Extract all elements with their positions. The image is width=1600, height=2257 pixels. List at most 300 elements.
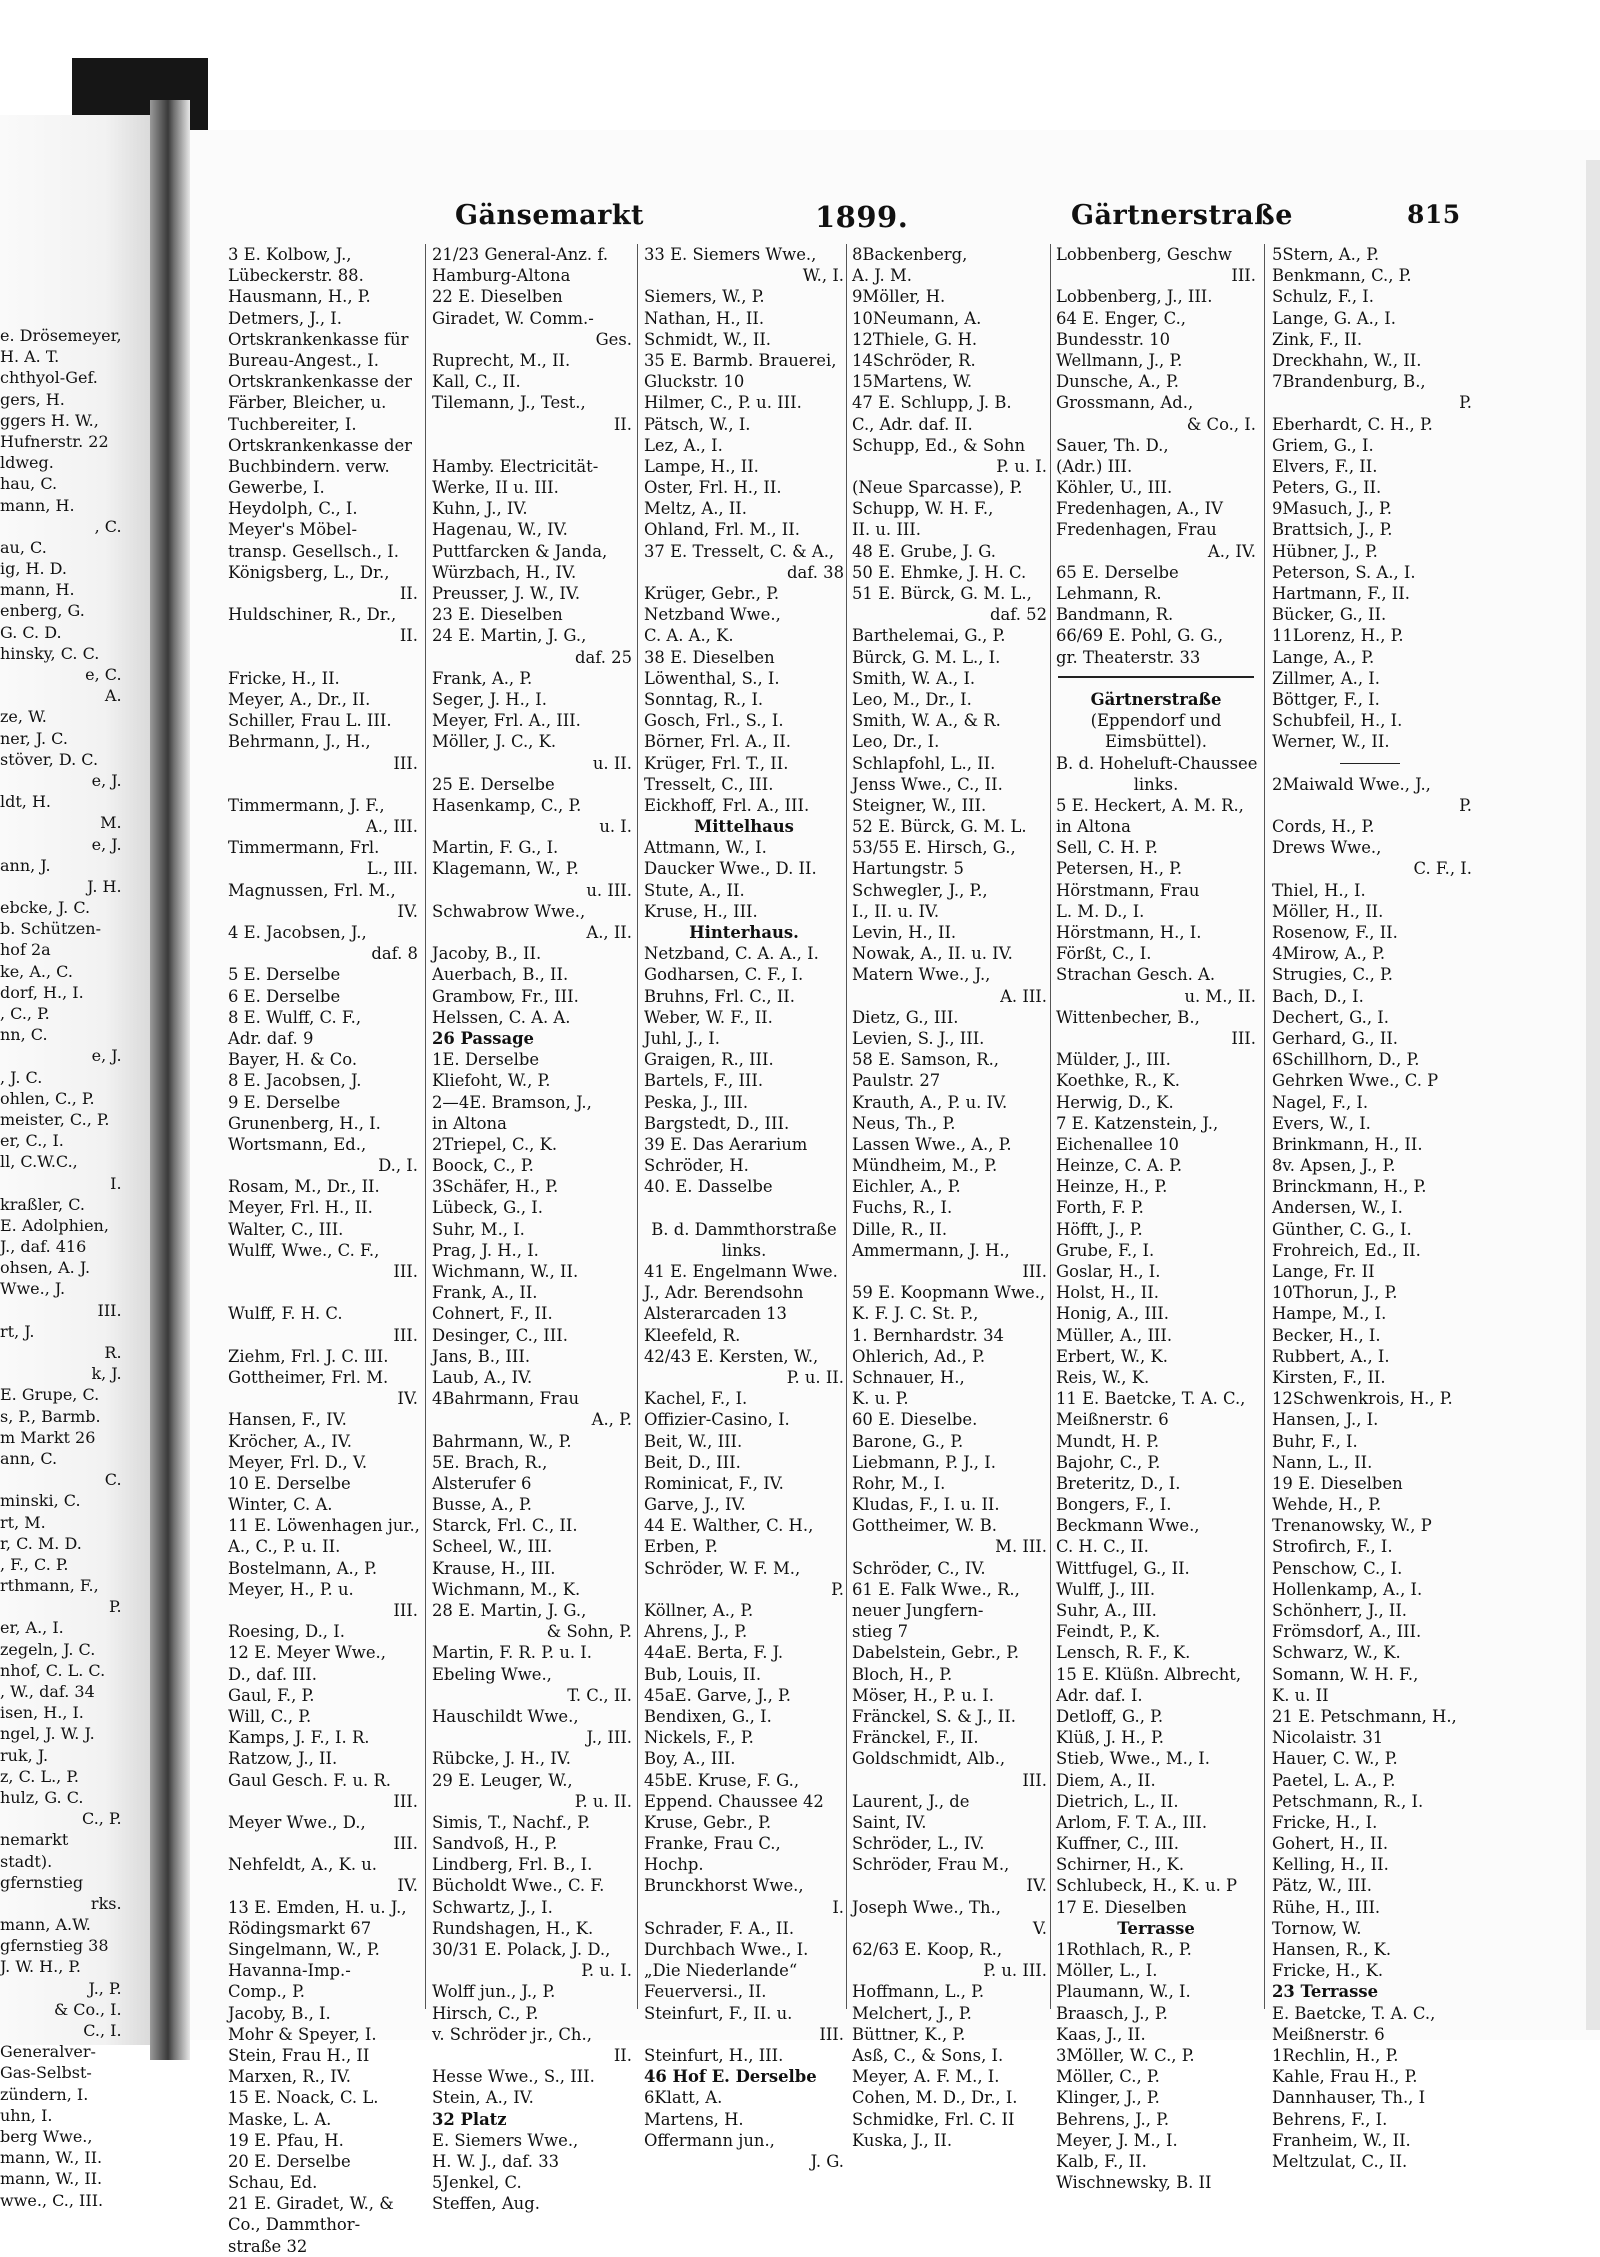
directory-entry: Lübeck, G., I. (432, 1198, 543, 1218)
directory-entry: Hauer, C. W., P. (1272, 1749, 1398, 1769)
directory-entry: Gaul, F., P. (228, 1685, 315, 1705)
directory-entry: Gohert, H., II. (1272, 1834, 1389, 1854)
directory-entry: Mundt, H. P. (1056, 1431, 1160, 1451)
directory-entry: Jans, B., III. (432, 1346, 531, 1366)
directory-entry: Bloch, H., P. (852, 1664, 953, 1684)
directory-entry: enberg, G. (0, 601, 85, 621)
directory-entry: Forth, F. P. (1056, 1198, 1144, 1218)
directory-entry: 5Jenkel, C. (432, 2173, 522, 2193)
directory-entry: Behrens, F., I. (1272, 2109, 1388, 2129)
directory-entry: Levien, S. J., III. (852, 1028, 985, 1048)
directory-entry: Wischnewsky, B. II (1056, 2173, 1212, 2193)
directory-entry: 45bE. Kruse, F. G., (644, 1770, 800, 1790)
directory-entry: 26 Passage (432, 1028, 534, 1048)
column-divider (1264, 244, 1265, 2009)
directory-entry: Saint, IV. (852, 1812, 927, 1832)
directory-entry: Elvers, F., II. (1272, 456, 1378, 476)
directory-entry: Cohen, M. D., Dr., I. (852, 2088, 1018, 2108)
directory-entry: 10Neumann, A. (852, 308, 982, 328)
directory-entry: Scheel, W., III. (432, 1537, 553, 1557)
directory-entry: Nowak, A., II. u. IV. (852, 944, 1013, 964)
directory-entry: Ohland, Frl. M., II. (644, 520, 800, 540)
directory-entry: Behrens, J., P. (1056, 2109, 1170, 2129)
directory-entry: Ortskrankenkasse für (228, 329, 409, 349)
directory-entry: Kuffner, C., III. (1056, 1834, 1180, 1854)
directory-entry: III. (393, 753, 418, 773)
directory-entry: Gärtnerstraße (1090, 689, 1222, 709)
directory-entry: Kahle, Frau H., P. (1272, 2067, 1418, 2087)
directory-entry: P. u. II. (574, 1791, 632, 1811)
directory-entry: III. (393, 1791, 418, 1811)
directory-entry: 1. Bernhardstr. 34 (852, 1325, 1004, 1345)
directory-entry: J. W. H., P. (0, 1957, 81, 1977)
directory-entry: Gerhard, G., II. (1272, 1028, 1399, 1048)
directory-entry: IV. (397, 1389, 418, 1409)
directory-entry: Schlubeck, H., K. u. P (1056, 1876, 1238, 1896)
directory-entry: Breteritz, D., I. (1056, 1473, 1181, 1493)
column-divider (637, 244, 638, 2009)
directory-entry: Schwarz, W., K. (1272, 1643, 1401, 1663)
directory-entry: Alsterufer 6 (432, 1473, 532, 1493)
directory-entry: Stute, A., II. (644, 880, 745, 900)
directory-entry: 8 E. Wulff, C. F., (228, 1007, 362, 1027)
directory-entry: 21 E. Petschmann, H., (1272, 1706, 1457, 1726)
directory-entry: Meyer, Frl. H., II. (228, 1198, 373, 1218)
directory-entry: 5Stern, A., P. (1272, 245, 1380, 264)
directory-entry: Sauer, Th. D., (1056, 435, 1169, 455)
directory-entry: Nann, L., II. (1272, 1452, 1373, 1472)
running-head-left: Gänsemarkt (455, 200, 645, 231)
directory-entry: Meißnerstr. 6 (1272, 2024, 1385, 2044)
directory-entry: Wolff jun., J., P. (432, 1982, 556, 2002)
directory-entry: Rübcke, J. H., IV. (432, 1749, 571, 1769)
directory-entry: Erbert, W., K. (1056, 1346, 1168, 1366)
directory-entry: Krauth, A., P. u. IV. (852, 1092, 1008, 1112)
directory-entry: Meyer's Möbel- (228, 520, 358, 540)
directory-entry: 10Thorun, J., P. (1272, 1283, 1398, 1303)
directory-entry: Böttger, F., I. (1272, 689, 1380, 709)
directory-entry: Hauschildt Wwe., (432, 1706, 579, 1726)
directory-entry: P. (1459, 795, 1472, 815)
directory-entry: Strofirch, F., I. (1272, 1537, 1393, 1557)
directory-entry: Sonntag, R., I. (644, 689, 764, 709)
directory-entry: 1E. Derselbe (432, 1050, 540, 1070)
directory-entry: Schau, Ed. (228, 2173, 318, 2193)
directory-entry: Hansen, J., I. (1272, 1410, 1379, 1430)
directory-entry (1056, 668, 1256, 689)
directory-entry: L. M. D., I. (1056, 901, 1145, 921)
directory-entry: 52 E. Bürck, G. M. L. (852, 817, 1027, 837)
directory-entry: Rödingsmarkt 67 (228, 1918, 372, 1938)
directory-entry: ll, C.W.C., (0, 1152, 78, 1172)
directory-entry: Helssen, C. A. A. (432, 1007, 571, 1027)
directory-entry: 10 E. Derselbe (228, 1473, 351, 1493)
directory-entry: straße 32 (228, 2236, 308, 2256)
directory-entry: Löwenthal, S., I. (644, 668, 780, 688)
directory-entry: Grube, F., I. (1056, 1240, 1155, 1260)
directory-entry: Kamps, J. F., I. R. (228, 1728, 370, 1748)
directory-entry: Mittelhaus (694, 817, 794, 837)
directory-entry: Adr. daf. I. (1056, 1685, 1143, 1705)
directory-entry: 11 E. Löwenhagen jur., (228, 1516, 420, 1536)
directory-entry: Gas-Selbst- (0, 2063, 92, 2083)
directory-entry: 2—4E. Bramson, J., (432, 1092, 592, 1112)
directory-entry: 62/63 E. Koop, R., (852, 1940, 1003, 1959)
directory-entry: Schnauer, H., (852, 1367, 965, 1387)
directory-entry: Mohr & Speyer, I. (228, 2024, 377, 2044)
directory-entry: 30/31 E. Polack, J. D., (432, 1940, 611, 1959)
directory-entry: Beckmann Wwe., (1056, 1516, 1200, 1536)
directory-entry: Herwig, D., K. (1056, 1092, 1174, 1112)
directory-entry: III. (97, 1300, 122, 1320)
column-divider (425, 244, 426, 2009)
directory-entry: 15Martens, W. (852, 372, 973, 392)
directory-entry: Magnussen, Frl. M., (228, 880, 396, 900)
directory-entry: 5 E. Derselbe (228, 965, 341, 985)
directory-entry: II. u. III. (852, 520, 921, 540)
directory-entry: Detmers, J., I. (228, 308, 342, 328)
directory-entry: 14Schröder, R. (852, 350, 976, 370)
directory-entry: nn, C. (0, 1025, 48, 1045)
directory-column-2 (432, 244, 632, 2214)
directory-entry: Huldschiner, R., Dr., (228, 605, 397, 625)
directory-entry: nemarkt (0, 1830, 69, 1850)
directory-entry: D., I. (378, 1156, 418, 1176)
directory-entry: Bendixen, G., I. (644, 1706, 772, 1726)
directory-entry: Juhl, J., I. (644, 1028, 720, 1048)
directory-entry: A. J. M. (852, 266, 912, 286)
directory-entry: Cords, H., P. (1272, 817, 1375, 837)
directory-entry: Feindt, P., K. (1056, 1622, 1161, 1642)
directory-entry: Tornow, W. (1272, 1918, 1362, 1938)
directory-entry: Paulstr. 27 (852, 1071, 941, 1091)
directory-entry: J. H. (87, 876, 122, 896)
directory-entry: Kleefeld, R. (644, 1325, 741, 1345)
directory-entry: 44 E. Walther, C. H., (644, 1516, 814, 1536)
directory-entry: stadt). (0, 1851, 53, 1871)
directory-entry: Wittenbecher, B., (1056, 1007, 1200, 1027)
directory-entry: Schwartz, J., I. (432, 1897, 553, 1917)
directory-entry: Franheim, W., II. (1272, 2130, 1411, 2150)
directory-entry: , C. (94, 516, 122, 536)
directory-entry: 35 E. Barmb. Brauerei, (644, 350, 837, 370)
directory-entry: Rosenow, F., II. (1272, 923, 1398, 942)
directory-entry: b. Schützen- (0, 919, 101, 939)
directory-entry: rt, M. (0, 1512, 46, 1532)
directory-entry: Tresselt, C., III. (644, 774, 774, 794)
directory-entry: Hilmer, C., P. u. III. (644, 393, 802, 413)
directory-entry: 7 E. Katzenstein, J., (1056, 1113, 1219, 1133)
directory-entry: 9 E. Derselbe (228, 1092, 341, 1112)
directory-entry: z, C. L., P. (0, 1766, 79, 1786)
directory-entry: Maske, L. A. (228, 2109, 332, 2129)
directory-entry: 41 E. Engelmann Wwe. (644, 1262, 838, 1281)
directory-entry: Offizier-Casino, I. (644, 1410, 790, 1430)
directory-entry: 33 E. Siemers Wwe., (644, 245, 817, 264)
directory-entry: 12Thiele, G. H. (852, 329, 978, 349)
directory-entry: E. Baetcke, T. A. C., (1272, 2003, 1436, 2023)
directory-entry: Cohnert, F., II. (432, 1304, 553, 1324)
directory-entry: Schwabrow Wwe., (432, 901, 586, 921)
directory-entry: Koethke, R., K. (1056, 1071, 1180, 1091)
directory-entry: Möser, H., P. u. I. (852, 1685, 994, 1705)
directory-entry: Barone, G., P. (852, 1431, 964, 1451)
directory-entry: Netzband Wwe., (644, 605, 781, 625)
directory-entry: Gottheimer, W. B. (852, 1516, 997, 1536)
directory-entry: u. III. (586, 880, 632, 900)
directory-entry: 15 E. Noack, C. L. (228, 2088, 379, 2108)
directory-entry: 9Möller, H. (852, 287, 946, 307)
directory-entry: Mülder, J., III. (1056, 1050, 1171, 1070)
directory-column-3 (644, 244, 844, 2172)
directory-entry: Evers, W., I. (1272, 1113, 1371, 1133)
directory-entry: Krause, H., III. (432, 1558, 556, 1578)
directory-entry: Diem, A., II. (1056, 1770, 1156, 1790)
directory-entry: C. F., I. (1413, 859, 1472, 879)
directory-entry: Frank, A., II. (432, 1283, 538, 1303)
directory-entry: Hartungstr. 5 (852, 859, 964, 879)
directory-entry: Asß, C., & Sons, I. (852, 2045, 1004, 2065)
directory-entry: II. (399, 626, 418, 646)
directory-entry: Hochp. (644, 1855, 704, 1875)
directory-entry: Erben, P. (644, 1537, 718, 1557)
directory-entry: J., Adr. Berendsohn (644, 1283, 804, 1303)
directory-entry: Leo, Dr., I. (852, 732, 940, 752)
directory-entry: Lindberg, Frl. B., I. (432, 1855, 593, 1875)
directory-entry: Hansen, R., K. (1272, 1940, 1392, 1959)
directory-entry: Meltzulat, C., II. (1272, 2151, 1408, 2171)
directory-entry: H. A. T. (0, 347, 60, 367)
directory-entry: E. Grupe, C. (0, 1385, 100, 1405)
directory-entry: Hansen, F., IV. (228, 1410, 347, 1430)
directory-entry: Reis, W., K. (1056, 1367, 1150, 1387)
directory-entry: 28 E. Martin, J. G., (432, 1601, 587, 1620)
directory-entry: Roesing, D., I. (228, 1622, 345, 1642)
directory-entry: Peterson, S. A., I. (1272, 562, 1416, 582)
directory-entry: Starck, Frl. C., II. (432, 1516, 578, 1536)
directory-entry: v. Schröder jr., Ch., (432, 2024, 592, 2044)
directory-entry: rt, J. (0, 1321, 35, 1341)
directory-entry: ldt, H. (0, 792, 51, 812)
directory-entry: Petersen, H., P. (1056, 859, 1183, 879)
directory-entry: J., daf. 416 (0, 1237, 87, 1257)
directory-entry: gfernstieg (0, 1872, 84, 1892)
directory-entry: Bürck, G. M. L., I. (852, 647, 1001, 667)
directory-entry: Nathan, H., II. (644, 308, 765, 328)
directory-entry: Giradet, W. Comm.- (432, 308, 594, 328)
directory-entry: 6Klatt, A. (644, 2088, 723, 2108)
directory-entry (644, 1197, 844, 1218)
directory-entry: Schröder, Frau M., (852, 1855, 1010, 1875)
directory-entry: Nagel, F., I. (1272, 1092, 1369, 1112)
directory-entry: , W., daf. 34 (0, 1682, 95, 1701)
directory-entry: e, J. (91, 770, 122, 790)
directory-entry: Nickels, F., P. (644, 1728, 754, 1748)
directory-entry: A., IV. (1207, 541, 1256, 561)
directory-entry: K. u. P. (852, 1389, 909, 1409)
directory-entry: zegeln, J. C. (0, 1639, 96, 1659)
directory-entry: 15 E. Klüßn. Albrecht, (1056, 1664, 1242, 1684)
left-page-fragment (0, 115, 150, 2210)
directory-entry: Peters, G., II. (1272, 478, 1382, 498)
directory-entry: Leo, M., Dr., I. (852, 689, 972, 709)
directory-entry: Nicolaistr. 31 (1272, 1728, 1384, 1748)
directory-entry: 19 E. Pfau, H. (228, 2130, 344, 2150)
directory-entry: Börner, Frl. A., II. (644, 732, 791, 752)
directory-entry (432, 435, 632, 456)
directory-entry: Andersen, W., I. (1272, 1198, 1403, 1218)
directory-entry: ze, W. (0, 707, 47, 727)
directory-entry: Oster, Frl. H., II. (644, 478, 782, 498)
directory-entry: Kludas, F., I. u. II. (852, 1495, 1000, 1515)
directory-entry: Hübner, J., P. (1272, 541, 1378, 561)
directory-entry: Becker, H., I. (1272, 1325, 1381, 1345)
directory-entry: P. u. I. (996, 456, 1047, 476)
directory-entry: Kuska, J., II. (852, 2130, 953, 2150)
directory-entry: Brinckmann, H., P. (1272, 1177, 1427, 1197)
directory-entry: 19 E. Dieselben (1272, 1473, 1403, 1493)
directory-column-6 (1272, 244, 1472, 2172)
directory-entry: Lange, G. A., I. (1272, 308, 1396, 328)
directory-entry: Buchbindern. verw. (228, 456, 390, 476)
directory-entry: Petschmann, R., I. (1272, 1791, 1424, 1811)
directory-entry: 17 E. Dieselben (1056, 1897, 1187, 1917)
directory-entry: Ges. (595, 329, 632, 349)
directory-entry: Rundshagen, H., K. (432, 1918, 594, 1938)
directory-entry: 4Mirow, A., P. (1272, 944, 1386, 964)
directory-entry: Wwe., J. (0, 1279, 66, 1299)
directory-entry: Sandvoß, H., P. (432, 1834, 558, 1854)
directory-entry: Jacoby, B., I. (228, 2003, 331, 2023)
directory-entry: 32 Platz (432, 2109, 507, 2129)
directory-entry: Somann, W. H. F., (1272, 1664, 1419, 1684)
running-head-right: Gärtnerstraße (1071, 200, 1293, 231)
directory-entry: r, C. M. D. (0, 1533, 82, 1553)
directory-entry: 53/55 E. Hirsch, G., (852, 838, 1016, 858)
directory-entry: Lübeckerstr. 88. (228, 266, 364, 286)
directory-entry: (Eppendorf und (1090, 711, 1222, 731)
directory-entry: Eppend. Chaussee 42 (644, 1791, 824, 1811)
directory-entry: C. (104, 1470, 122, 1490)
directory-entry: Honig, A., III. (1056, 1304, 1169, 1324)
directory-entry: ner, J. C. (0, 728, 68, 748)
directory-entry: 4 E. Jacobsen, J., (228, 923, 367, 942)
directory-entry: Grossmann, Ad., (1056, 393, 1194, 413)
directory-entry: Meyer, J. M., I. (1056, 2130, 1178, 2150)
directory-entry: I. (832, 1897, 844, 1917)
directory-entry: III. (393, 1601, 418, 1620)
directory-entry: 37 E. Tresselt, C. & A., (644, 541, 835, 561)
directory-entry (228, 647, 418, 668)
directory-entry: Walter, C., III. (228, 1219, 344, 1239)
directory-entry: chthyol-Gef. (0, 368, 98, 388)
directory-entry: Strugies, C., P. (1272, 965, 1393, 985)
directory-entry: III. (1022, 1262, 1047, 1281)
section-rule (1340, 763, 1400, 764)
directory-entry: Schröder, W. F. M., (644, 1558, 801, 1578)
directory-entry: Dietz, G., III. (852, 1007, 959, 1027)
directory-entry: minski, C. (0, 1491, 81, 1511)
directory-entry: berg Wwe., (0, 2126, 93, 2146)
directory-entry: Hagenau, W., IV. (432, 520, 568, 540)
directory-entry: daf. 52 (989, 605, 1047, 625)
directory-entry: Smith, W. A., I. (852, 668, 976, 688)
directory-entry: Neus, Th., P. (852, 1113, 956, 1133)
directory-entry: Krüger, Frl. T., II. (644, 753, 789, 773)
directory-entry: C. A. A., K. (644, 626, 734, 646)
directory-entry: P. (108, 1597, 122, 1617)
directory-entry: Plaumann, W., I. (1056, 1982, 1191, 2002)
directory-entry: E. Adolphien, (0, 1215, 109, 1235)
directory-entry: Wehde, H., P. (1272, 1495, 1382, 1515)
directory-entry: IV. (1026, 1876, 1047, 1896)
directory-entry: ann, J. (0, 855, 51, 875)
directory-entry: M. (100, 813, 122, 833)
directory-entry: Brunckhorst Wwe., (644, 1876, 804, 1896)
directory-entry: Kall, C., II. (432, 372, 521, 392)
directory-entry: Möller, L., I. (1056, 1961, 1158, 1981)
directory-entry: 12Schwenkrois, H., P. (1272, 1389, 1453, 1409)
directory-entry: Liebmann, P. J., I. (852, 1452, 996, 1472)
directory-entry: C. H. C., II. (1056, 1537, 1149, 1557)
directory-entry: Ohlerich, Ad., P. (852, 1346, 986, 1366)
directory-entry: 38 E. Dieselben (644, 647, 775, 667)
directory-entry: Meyer, A., Dr., II. (228, 689, 371, 709)
directory-entry: 7Brandenburg, B., (1272, 372, 1426, 392)
directory-entry: Meyer, Frl. A., III. (432, 711, 581, 731)
directory-entry: Tuchbereiter, I. (228, 414, 357, 434)
directory-entry: transp. Gesellsch., I. (228, 541, 399, 561)
running-head-year: 1899. (815, 200, 909, 234)
directory-entry: 39 E. Das Aerarium (644, 1134, 808, 1154)
directory-entry: 2Maiwald Wwe., J., (1272, 774, 1431, 794)
directory-entry: Dechert, G., I. (1272, 1007, 1389, 1027)
directory-entry: 3Schäfer, H., P. (432, 1177, 559, 1197)
directory-entry: Hufnerstr. 22 (0, 431, 109, 451)
directory-entry: III. (1231, 266, 1256, 286)
directory-entry: Ruprecht, M., II. (432, 350, 571, 370)
directory-entry: C., I. (83, 2021, 122, 2040)
directory-entry: 66/69 E. Pohl, G. G., (1056, 626, 1224, 646)
directory-entry: Lassen Wwe., A., P. (852, 1134, 1012, 1154)
directory-entry: Möller, H., II. (1272, 901, 1384, 921)
directory-entry: Stein, A., IV. (432, 2088, 534, 2108)
directory-entry: 6 E. Derselbe (228, 986, 341, 1006)
directory-entry: Martin, F. G., I. (432, 838, 559, 858)
directory-entry: Detloff, G., P. (1056, 1706, 1164, 1726)
directory-entry: Buhr, F., I. (1272, 1431, 1358, 1451)
directory-entry: 5 E. Heckert, A. M. R., (1056, 795, 1244, 815)
directory-entry: Gehrken Wwe., C. P (1272, 1071, 1439, 1091)
directory-entry: Hesse Wwe., S., III. (432, 2067, 595, 2087)
directory-entry: 5E. Brach, R., (432, 1452, 548, 1472)
directory-entry: Meyer, A. F. M., I. (852, 2067, 1000, 2087)
directory-entry: J., P. (88, 1978, 122, 1998)
directory-entry: Ammermann, J. H., (852, 1240, 1010, 1260)
directory-entry: in Altona (432, 1113, 507, 1133)
directory-entry: I., II. u. IV. (852, 901, 940, 921)
directory-entry: 8 E. Jacobsen, J. (228, 1071, 362, 1091)
directory-entry: Martens, H. (644, 2109, 744, 2129)
directory-entry: Netzband, C. A. A., I. (644, 944, 819, 964)
directory-entry: ruk, J. (0, 1745, 49, 1765)
directory-entry: Stein, Frau H., II (228, 2045, 370, 2065)
directory-entry: Werner, W., II. (1272, 732, 1390, 752)
directory-entry: daf. 38 (786, 562, 844, 582)
directory-entry: J., III. (586, 1728, 632, 1748)
directory-entry: Lensch, R. F., K. (1056, 1643, 1191, 1663)
directory-entry: Pätz, W., III. (1272, 1876, 1372, 1896)
